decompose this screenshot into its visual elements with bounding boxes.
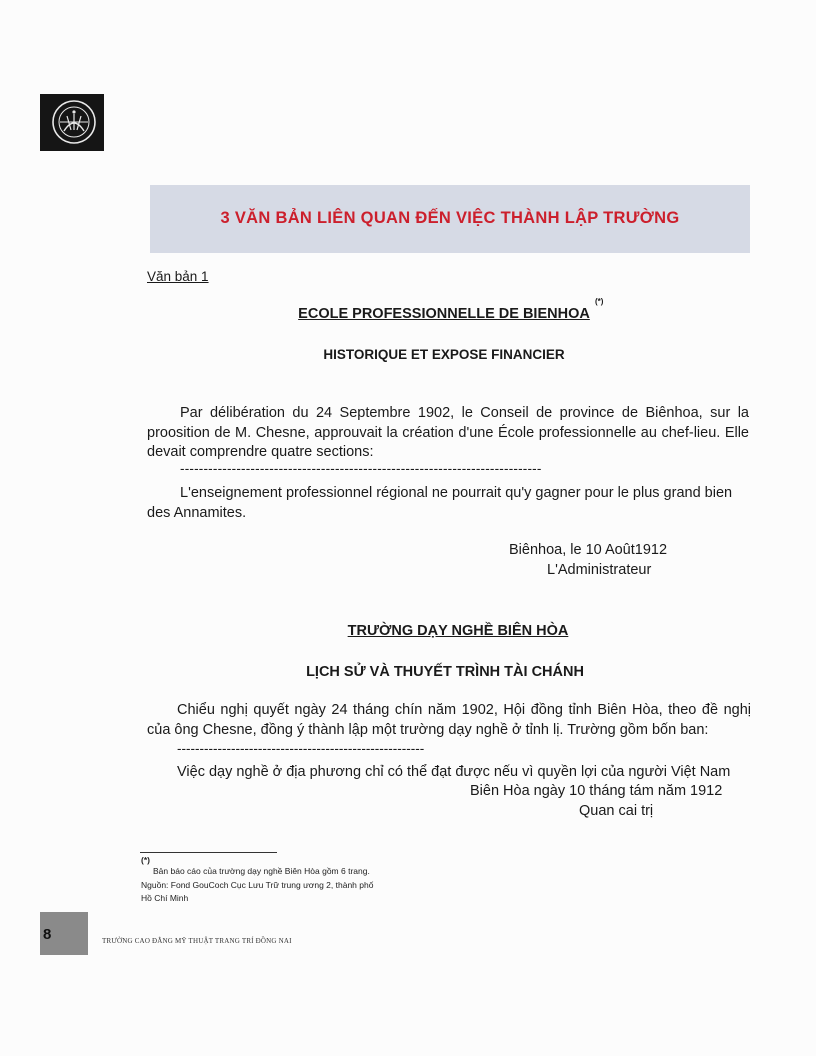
vietnamese-paragraph-2: Việc dạy nghề ở địa phương chỉ có thể đạt được nếu vì quyền lợi của người Việt Nam bbox=[177, 764, 731, 780]
french-paragraph-2 bbox=[147, 484, 737, 523]
vietnamese-signature-date: Biên Hòa ngày 10 tháng tám năm 1912 bbox=[470, 783, 723, 799]
document-label: Văn bản 1 bbox=[147, 269, 209, 284]
french-signature-date: Biênhoa, le 10 Août1912 bbox=[509, 542, 668, 558]
footnote-mark: (*) bbox=[141, 855, 150, 865]
vietnamese-para-1-text: Chiểu nghị quyết ngày 24 tháng chín năm 1902, Hội đồng tỉnh Biên Hòa, theo đề nghị của ông Chesne, đồng ý thành lập một trường dạy nghề ở tỉnh lị. Trường gồm bốn ban: bbox=[147, 702, 751, 738]
page-number-box bbox=[40, 912, 88, 955]
french-signature-title: L'Administrateur bbox=[547, 562, 652, 578]
footnote-line-2: Nguồn: Fond GouCoch Cục Lưu Trữ trung ương 2, thành phố bbox=[141, 880, 374, 890]
vietnamese-paragraph-1 bbox=[147, 701, 751, 740]
vietnamese-dashes: ------------------------------------------------------- bbox=[177, 741, 425, 756]
vietnamese-title: TRƯỜNG DẠY NGHỀ BIÊN HÒA bbox=[347, 623, 569, 639]
banner-title: 3 VĂN BẢN LIÊN QUAN ĐẾN VIỆC THÀNH LẬP TRƯỜNG bbox=[220, 209, 680, 227]
french-subtitle: HISTORIQUE ET EXPOSE FINANCIER bbox=[323, 347, 565, 362]
french-dashes: ----------------------------------------------------------------------------- bbox=[180, 461, 542, 476]
school-seal-logo bbox=[40, 94, 104, 151]
vietnamese-signature-title: Quan cai trị bbox=[579, 803, 654, 819]
footnote-line-3: Hồ Chí Minh bbox=[141, 893, 189, 903]
footnote-line-1: Bản báo cáo của trường dạy nghề Biên Hòa gồm 6 trang. bbox=[153, 866, 370, 876]
french-para-2-text: L'enseignement professionnel régional ne pourrait qu'y gagner pour le plus grand bien des Annamites. bbox=[147, 485, 733, 521]
section-banner bbox=[150, 185, 750, 253]
seal-icon bbox=[40, 94, 104, 151]
vietnamese-subtitle: LỊCH SỬ VÀ THUYẾT TRÌNH TÀI CHÁNH bbox=[306, 664, 584, 680]
french-paragraph-1 bbox=[147, 404, 749, 463]
french-title: ECOLE PROFESSIONNELLE DE BIENHOA bbox=[298, 306, 590, 322]
footer-school-name: TRƯỜNG CAO ĐẲNG MỸ THUẬT TRANG TRÍ ĐỒNG NAI bbox=[102, 937, 292, 945]
footnote-divider bbox=[140, 852, 277, 853]
page-number: 8 bbox=[43, 926, 52, 943]
french-title-footnote-mark: (*) bbox=[595, 297, 604, 306]
french-para-1-text: Par délibération du 24 Septembre 1902, le Conseil de province de Biênhoa, sur la proosition de M. Chesne, approuvait la création d'une École professionnelle au chef-lieu. Elle devait comprendre quatre sections: bbox=[147, 405, 749, 460]
